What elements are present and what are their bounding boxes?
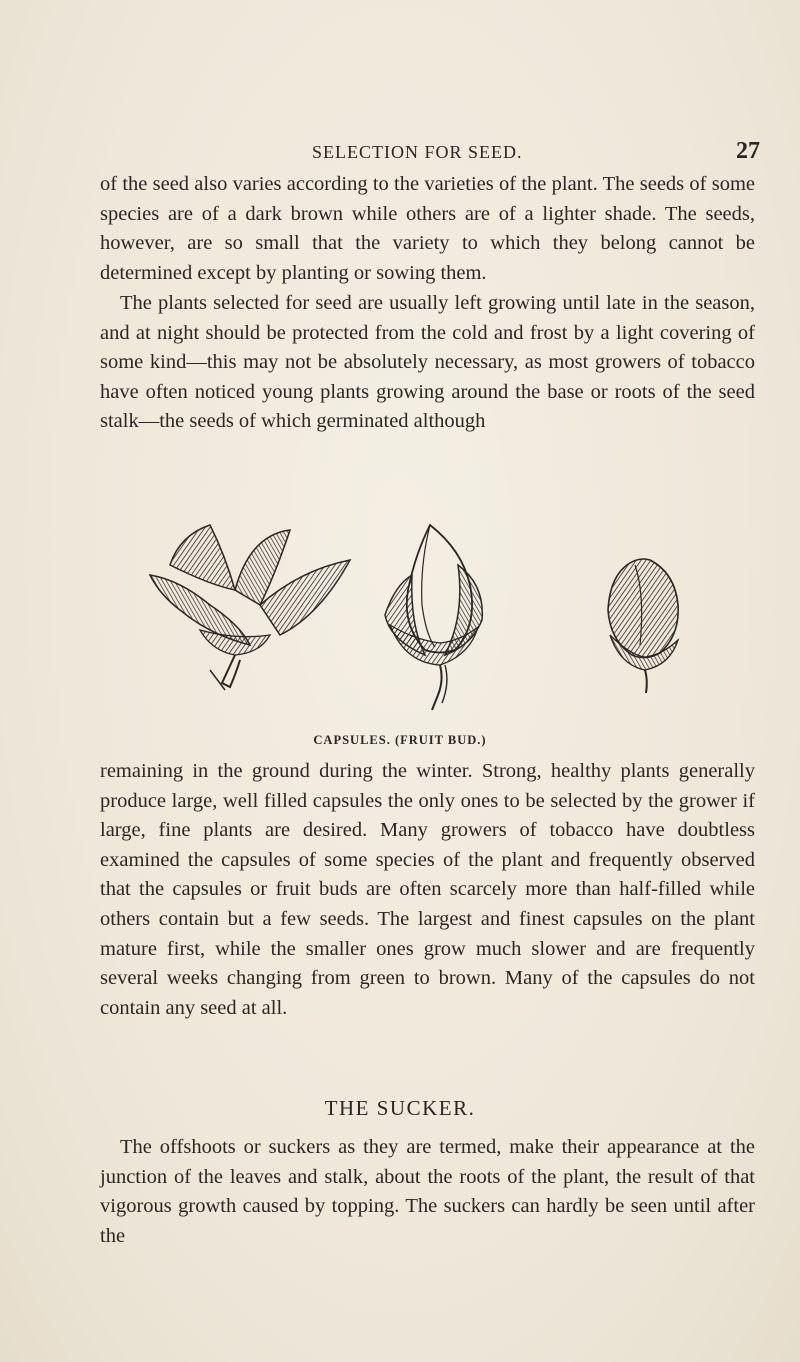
capsule-small-drawing [608,559,678,693]
page-number: 27 [736,138,760,164]
figure-caption: CAPSULES. (FRUIT BUD.) [313,733,487,747]
paragraph-seed-color: of the seed also varies according to the varieties of the plant. The seeds of some species are of a dark brown while others are of a lighter shade. The seeds, however, are so small that the variety to which they belong cannot be determined except by planting or sowing them. [100,173,755,284]
paragraph-plants-selected: The plants selected for seed are usually left growing until late in the season, and at night should be protected from the cold and frost by a light covering of some kind—this may not be absolutely necessary, as most growers of tobacco have often noticed young plants growing around the base or roots of the seed stalk—the seeds of which germinated although [100,292,755,433]
running-head-title: SELECTION FOR SEED. [312,142,523,162]
section-heading: THE SUCKER. [324,1096,476,1120]
capsule-closed-drawing [385,525,482,710]
capsule-open-drawing [150,525,350,690]
capsules-illustration [140,515,700,710]
paragraph-suckers: The offshoots or suckers as they are termed, make their appearance at the junction of the leaves and stalk, about the roots of the plant, the result of that vigorous growth caused by topping. The suckers can hardly be seen until after the [100,1136,755,1247]
running-head [100,138,760,168]
paragraph-capsules: remaining in the ground during the winter. Strong, healthy plants generally produce large, well filled capsules the only ones to be selected by the grower if large, fine plants are desired. Many growers of tobacco have doubtless examined the capsules of some species of the plant and frequently observed that the capsules or fruit buds are often scarcely more than half-filled while others contain but a few seeds. The largest and finest capsules on the plant mature first, while the smaller ones grow much slower and are frequently several weeks changing from green to brown. Many of the capsules do not contain any seed at all. [100,760,755,1019]
